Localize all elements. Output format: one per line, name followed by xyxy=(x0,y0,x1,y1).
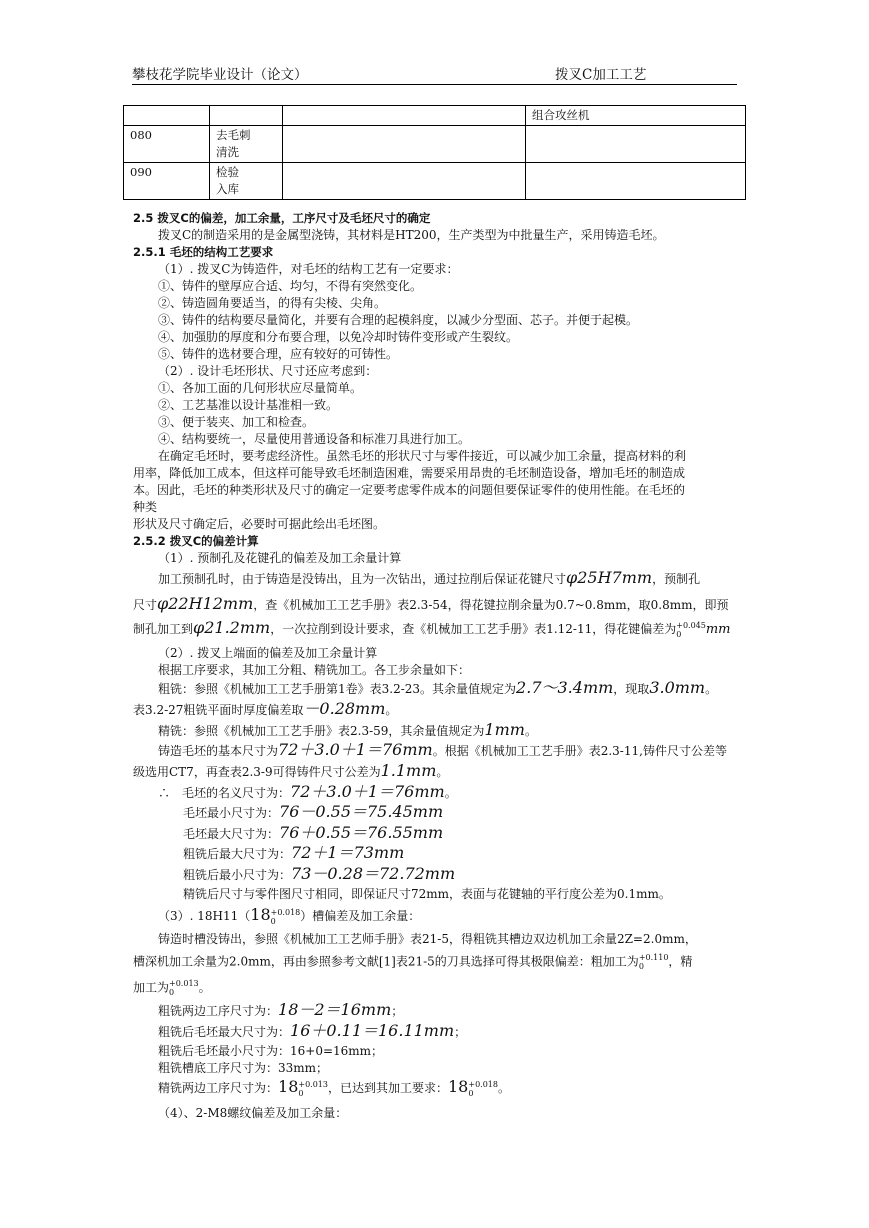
tolerance-lower: 0 xyxy=(468,1088,474,1098)
formula: 18 xyxy=(250,905,271,924)
paragraph-line: （2）. 拨叉上端面的偏差及加工余量计算 xyxy=(158,646,378,660)
table-cell: 去毛刺 清洗 xyxy=(210,126,283,163)
formula: 18 xyxy=(278,1077,299,1096)
text-run: 粗铣后最小尺寸为： xyxy=(183,868,292,882)
paragraph-line: 根据工序要求，其加工分粗、精铣加工。各工步余量如下： xyxy=(158,663,471,677)
text-run: 级选用CT7，再查表2.3-9可得铸件尺寸公差为 xyxy=(133,765,381,779)
tolerance-lower: 0 xyxy=(270,916,276,926)
paragraph-line xyxy=(158,907,420,926)
text-run: 。 xyxy=(524,724,537,738)
formula: 72＋1＝73mm xyxy=(291,843,405,862)
text-run: ，现取 xyxy=(613,682,650,696)
text-run: 粗铣两边工序尺寸为： xyxy=(158,1004,279,1018)
section-heading: 2.5.2 拨叉C的偏差计算 xyxy=(133,534,259,548)
tolerance-upper: +0.110 xyxy=(638,953,669,962)
table-cell xyxy=(526,126,746,163)
table-cell: 检验 入库 xyxy=(210,163,283,200)
paragraph-line: 粗铣槽底工序尺寸为：33mm； xyxy=(158,1061,329,1075)
list-item: ①、各加工面的几何形状应尽量简单。 xyxy=(158,381,363,395)
paragraph-line xyxy=(183,845,404,862)
unit: mm xyxy=(705,622,731,637)
formula: －0.28mm xyxy=(303,699,386,718)
list-item: ③、便于装夹、加工和检查。 xyxy=(158,415,315,429)
paragraph-line: 形状及尺寸确定后，必要时可据此绘出毛坯图。 xyxy=(133,517,386,531)
paragraph-line xyxy=(133,979,211,997)
paragraph-line xyxy=(183,825,443,842)
table-cell: 090 xyxy=(124,163,210,200)
text-run: ； xyxy=(391,1004,404,1018)
tolerance xyxy=(639,953,669,971)
tolerance xyxy=(169,979,199,997)
text-run: 表3.2-27粗铣平面时厚度偏差取 xyxy=(133,703,304,717)
text-run: 槽深机加工余量为2.0mm，再由参照参考文献[1]表21-5的刀具选择可得其极限偏差：粗加工为 xyxy=(133,954,639,969)
table-cell xyxy=(210,106,283,126)
paragraph-line xyxy=(183,804,443,821)
paragraph-line: 本。因此，毛坯的种类形状及尺寸的确定一定要考虑零件成本的问题但要保证零件的使用性能。在毛坯的 xyxy=(133,483,686,497)
tolerance-lower: 0 xyxy=(169,988,175,997)
paragraph-line: 铸造时槽没铸出，参照《机械加工工艺师手册》表21-5，得粗铣其槽边双边机加工余量2Z=2.0mm， xyxy=(158,932,697,946)
tolerance-upper: +0.018 xyxy=(468,1079,498,1089)
tolerance-lower: 0 xyxy=(676,629,682,639)
text-run: 。 xyxy=(497,1081,510,1095)
tolerance-upper: +0.018 xyxy=(270,907,301,917)
paragraph-line xyxy=(158,1079,510,1098)
tolerance xyxy=(271,908,301,926)
text-run: 精铣两边工序尺寸为： xyxy=(158,1081,279,1095)
text-run: 粗铣后最大尺寸为： xyxy=(183,847,292,861)
table-cell: 080 xyxy=(124,126,210,163)
paragraph-line: 种类 xyxy=(133,500,158,514)
table-row xyxy=(124,126,746,163)
header-rule xyxy=(132,84,737,85)
formula: 76＋0.55＝76.55mm xyxy=(279,823,444,842)
list-item: ①、铸件的壁厚应合适、均匀，不得有突然变化。 xyxy=(158,279,423,293)
paragraph-line xyxy=(158,742,727,759)
header-right-title: 拨叉C加工工艺 xyxy=(555,67,647,83)
tolerance-upper: +0.045 xyxy=(676,620,706,630)
list-item: ④、加强肋的厚度和分布要合理，以免冷却时铸件变形或产生裂纹。 xyxy=(158,330,519,344)
list-item: ⑤、铸件的选材要合理，应有较好的可铸性。 xyxy=(158,347,399,361)
text-run: （3）. 18H11（ xyxy=(158,909,251,923)
text-run: 。 xyxy=(705,682,718,696)
text-run: 加工为 xyxy=(133,980,170,995)
formula: 2.7～3.4mm xyxy=(516,678,614,697)
paragraph-line xyxy=(133,596,728,613)
tolerance-lower: 0 xyxy=(638,962,644,971)
paragraph-line: 精铣后尺寸与零件图尺寸相同，即保证尺寸72mm，表面与花键轴的平行度公差为0.1mm。 xyxy=(183,887,671,901)
process-table xyxy=(123,105,746,200)
text-run: 制孔加工到 xyxy=(133,622,194,636)
text-run: 。 xyxy=(385,703,398,717)
table-cell xyxy=(124,106,210,126)
paragraph-line: （4）、2-M8螺纹偏差及加工余量： xyxy=(158,1106,348,1120)
list-item: （2）. 设计毛坯形状、尺寸还应考虑到： xyxy=(158,364,378,378)
tolerance-lower: 0 xyxy=(298,1088,304,1098)
list-item: （1）. 拨叉C为铸造件，对毛坯的结构工艺有一定要求： xyxy=(158,262,459,276)
paragraph-line xyxy=(183,866,455,883)
formula: 72＋3.0＋1＝76mm xyxy=(278,740,433,759)
table-cell xyxy=(283,106,526,126)
tolerance xyxy=(298,1080,328,1098)
list-item: ③、铸件的结构要尽量简化，并要有合理的起模斜度，以减少分型面、芯子。并便于起模。 xyxy=(158,313,639,327)
paragraph-line xyxy=(158,1023,466,1040)
table-cell xyxy=(283,126,526,163)
text-run: 毛坯最小尺寸为： xyxy=(183,806,280,820)
text-run: 精铣：参照《机械加工工艺手册》表2.3-59，其余量值规定为 xyxy=(158,724,485,738)
text-run: ，查《机械加工工艺手册》表2.3-54，得花键拉削余量为0.7~0.8mm，取0.8mm，即预 xyxy=(253,598,729,612)
text-run: ，精 xyxy=(668,954,693,969)
formula: 18 xyxy=(448,1077,469,1096)
header-left-title: 攀枝花学院毕业设计（论文） xyxy=(132,67,308,83)
section-heading: 2.5.1 毛坯的结构工艺要求 xyxy=(133,245,274,259)
paragraph-line xyxy=(158,680,717,697)
text-run: ∴ 毛坯的名义尺寸为： xyxy=(158,786,291,800)
formula: φ21.2mm xyxy=(193,618,271,637)
text-run: 。 xyxy=(444,786,457,800)
text-run: 铸造毛坯的基本尺寸为 xyxy=(158,744,279,758)
list-item: ④、结构要统一，尽量使用普通设备和标准刀具进行加工。 xyxy=(158,432,471,446)
formula: 16＋0.11＝16.11mm xyxy=(290,1021,455,1040)
paragraph-line: 粗铣后毛坯最小尺寸为：16+0=16mm； xyxy=(158,1044,384,1058)
table-row xyxy=(124,163,746,200)
table-cell xyxy=(526,163,746,200)
paragraph-line: （1）. 预制孔及花键孔的偏差及加工余量计算 xyxy=(158,551,402,565)
table-cell: 组合攻丝机 xyxy=(526,106,746,126)
paragraph-line xyxy=(133,953,692,971)
formula: φ25H7mm xyxy=(566,568,653,587)
tolerance xyxy=(468,1080,498,1098)
formula: 18－2＝16mm xyxy=(278,1000,392,1019)
text-run: 尺寸 xyxy=(133,598,158,612)
paragraph-line xyxy=(158,722,537,739)
text-run: ，已达到其加工要求： xyxy=(327,1081,448,1095)
formula: 76－0.55＝75.45mm xyxy=(279,802,444,821)
formula: 1mm xyxy=(484,720,525,739)
text-run: 粗铣后毛坯最大尺寸为： xyxy=(158,1025,291,1039)
text-run: 粗铣：参照《机械加工工艺手册第1卷》表3.2-23。其余量值规定为 xyxy=(158,682,517,696)
list-item: ②、铸造圆角要适当，的得有尖棱、尖角。 xyxy=(158,296,387,310)
tolerance-upper: +0.013 xyxy=(169,979,199,988)
tolerance-upper: +0.013 xyxy=(298,1079,328,1089)
text-run: 。 xyxy=(436,765,449,779)
text-run: ）槽偏差及加工余量： xyxy=(300,909,421,923)
table-cell xyxy=(283,163,526,200)
text-run: 毛坯最大尺寸为： xyxy=(183,827,280,841)
paragraph-line: 在确定毛坯时，要考虑经济性。虽然毛坯的形状尺寸与零件接近，可以减少加工余量，提高材料的利 xyxy=(158,449,687,463)
paragraph-line xyxy=(158,784,457,801)
formula: 1.1mm xyxy=(380,761,437,780)
paragraph-line xyxy=(158,570,700,587)
paragraph-line: 用率，降低加工成本，但这样可能导致毛坯制造困难，需要采用昂贵的毛坯制造设备，增加毛坯的制造成 xyxy=(133,466,686,480)
text-run: ； xyxy=(454,1025,467,1039)
paragraph-line xyxy=(133,763,448,780)
formula: 72＋3.0＋1＝76mm xyxy=(290,782,445,801)
paragraph-line xyxy=(133,620,731,639)
text-run: 。根据《机械加工工艺手册》表2.3-11,铸件尺寸公差等 xyxy=(432,744,727,758)
tolerance xyxy=(676,621,706,639)
section-heading: 2.5 拨叉C的偏差，加工余量，工序尺寸及毛坯尺寸的确定 xyxy=(133,211,431,225)
text-run: ，预制孔 xyxy=(652,572,701,586)
paragraph-line xyxy=(133,701,397,718)
paragraph-line: 拨叉C的制造采用的是金属型浇铸，其材料是HT200，生产类型为中批量生产，采用铸造毛坯。 xyxy=(158,228,665,242)
paragraph-line xyxy=(158,1002,403,1019)
formula: 3.0mm xyxy=(649,678,706,697)
formula: 73－0.28＝72.72mm xyxy=(291,864,456,883)
list-item: ②、工艺基准以设计基准相一致。 xyxy=(158,398,339,412)
text-run: ，一次拉削到设计要求，查《机械加工工艺手册》表1.12-11，得花键偏差为 xyxy=(270,622,677,636)
table-row xyxy=(124,106,746,126)
formula: φ22H12mm xyxy=(157,594,254,613)
text-run: 加工预制孔时，由于铸造是没铸出，且为一次钻出，通过拉削后保证花键尺寸 xyxy=(158,572,567,586)
text-run: 。 xyxy=(198,980,211,995)
